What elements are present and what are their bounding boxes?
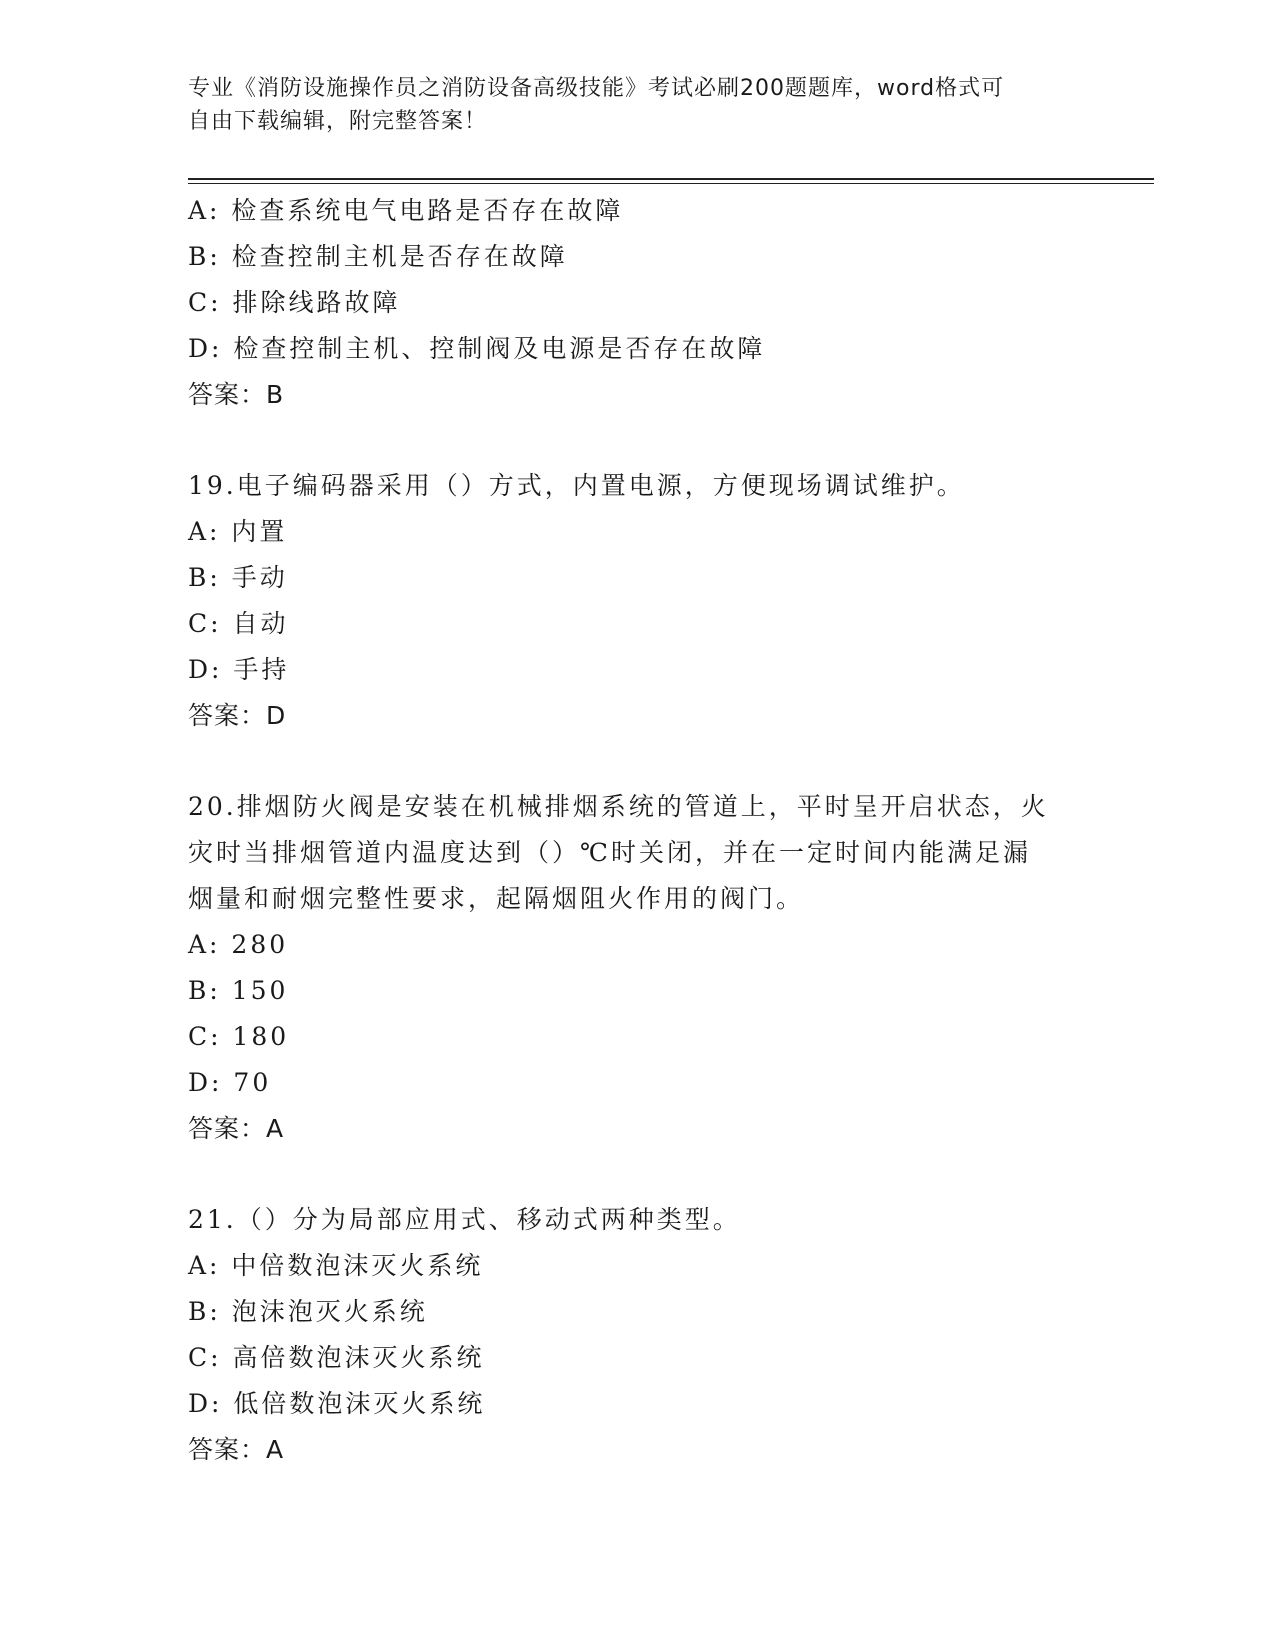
question-text-line-1: 20.排烟防火阀是安装在机械排烟系统的管道上，平时呈开启状态，火 xyxy=(188,792,1049,821)
question-19 xyxy=(188,463,1088,739)
option-c: C: 高倍数泡沫灭火系统 xyxy=(188,1343,485,1372)
question-text: 21.（）分为局部应用式、移动式两种类型。 xyxy=(188,1205,741,1234)
question-text-line-3: 烟量和耐烟完整性要求，起隔烟阻火作用的阀门。 xyxy=(188,884,805,913)
option-d: D: 70 xyxy=(188,1068,272,1097)
option-a: A: 检查系统电气电路是否存在故障 xyxy=(188,196,624,225)
option-a: A: 280 xyxy=(188,930,289,959)
question-list xyxy=(188,188,1088,1473)
header-divider-thin xyxy=(188,183,1154,184)
option-a: A: 中倍数泡沫灭火系统 xyxy=(188,1251,484,1280)
question-21 xyxy=(188,1197,1088,1473)
option-d: D: 检查控制主机、控制阀及电源是否存在故障 xyxy=(188,334,766,363)
option-d: D: 手持 xyxy=(188,655,290,684)
option-b: B: 检查控制主机是否存在故障 xyxy=(188,242,568,271)
document-header xyxy=(188,72,1068,138)
answer: 答案：A xyxy=(188,1114,285,1143)
option-b: B: 泡沫泡灭火系统 xyxy=(188,1297,428,1326)
option-b: B: 150 xyxy=(188,976,289,1005)
option-c: C: 180 xyxy=(188,1022,290,1051)
question-20 xyxy=(188,784,1088,1152)
question-18-tail xyxy=(188,188,1088,418)
answer: 答案：A xyxy=(188,1435,285,1464)
option-c: C: 自动 xyxy=(188,609,289,638)
header-divider-thick xyxy=(188,178,1154,180)
option-a: A: 内置 xyxy=(188,517,288,546)
header-line-2: 自由下载编辑，附完整答案！ xyxy=(188,109,488,134)
question-text-line-2: 灾时当排烟管道内温度达到（）℃时关闭，并在一定时间内能满足漏 xyxy=(188,838,1031,867)
question-text: 19.电子编码器采用（）方式，内置电源，方便现场调试维护。 xyxy=(188,471,965,500)
option-d: D: 低倍数泡沫灭火系统 xyxy=(188,1389,486,1418)
option-c: C: 排除线路故障 xyxy=(188,288,401,317)
option-b: B: 手动 xyxy=(188,563,288,592)
answer: 答案：D xyxy=(188,701,287,730)
answer: 答案：B xyxy=(188,380,285,409)
header-line-1: 专业《消防设施操作员之消防设备高级技能》考试必刷200题题库，word格式可 xyxy=(188,76,1005,101)
